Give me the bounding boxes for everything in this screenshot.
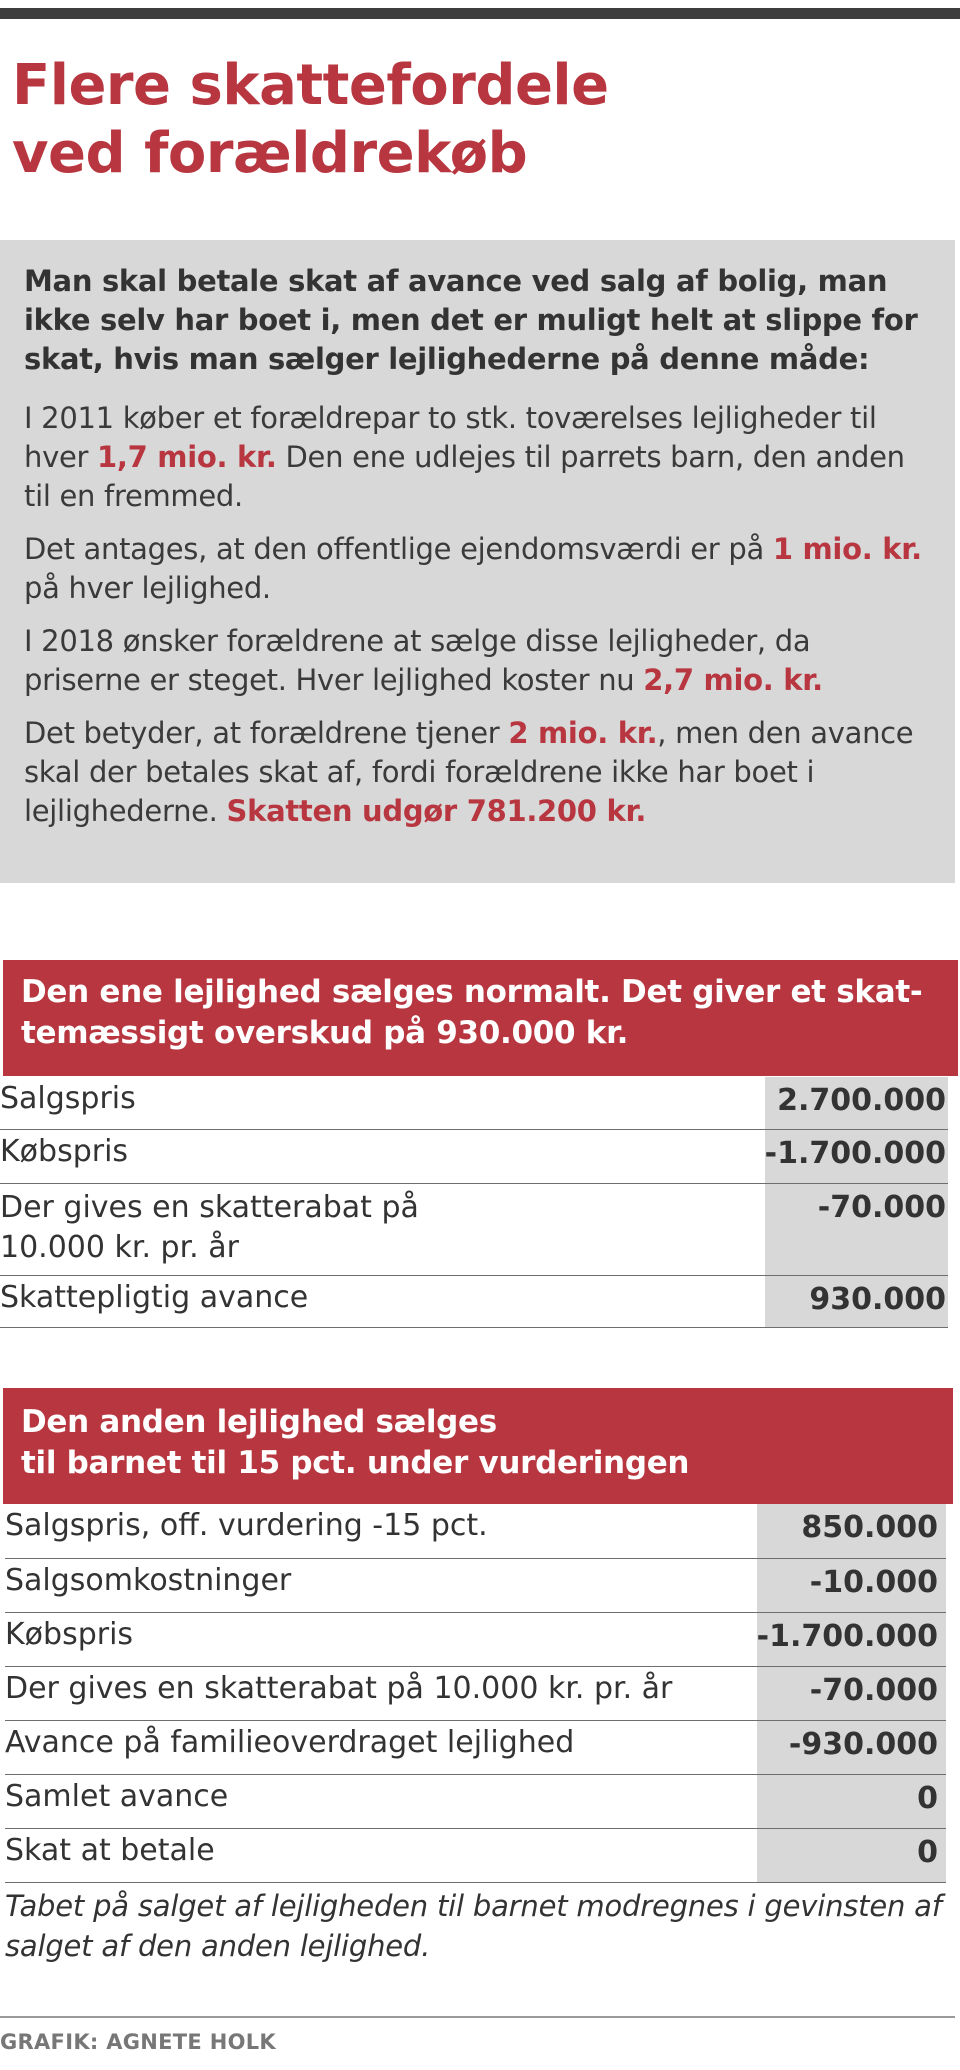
table-row: [5, 1558, 946, 1612]
top-rule: [0, 8, 960, 19]
table-row: [0, 1077, 948, 1129]
table-row: [5, 1504, 946, 1558]
intro-p4-text: Det betyder, at forældrene tjener: [24, 716, 509, 750]
row-label: Der gives en skatterabat på 10.000 kr. pr. år: [5, 1666, 757, 1720]
intro-p1-highlight: 1,7 mio. kr.: [97, 440, 277, 474]
table-row: [5, 1774, 946, 1828]
panel-1-heading-line-1: Den ene lejlighed sælges normalt. Det giver et skat-: [21, 974, 923, 1010]
row-label-line-1: Der gives en skatterabat på: [0, 1189, 419, 1225]
panel-1-heading-line-2: temæssigt overskud på 930.000 kr.: [21, 1015, 629, 1051]
row-value: 850.000: [757, 1504, 946, 1558]
title-line-2: ved forældrekøb: [12, 121, 528, 186]
row-label: Samlet avance: [5, 1774, 757, 1828]
row-label: Købspris: [0, 1129, 765, 1183]
intro-lead: Man skal betale skat af avance ved salg af bolig, man ikke selv har boet i, men det er muligt helt at slippe for skat, hvis man sælger lejlighederne på denne måde:: [24, 264, 918, 376]
row-value: -10.000: [757, 1558, 946, 1612]
row-label: [0, 1183, 765, 1275]
panel-1-heading: [3, 960, 958, 1076]
panel-2-heading-line-2: til barnet til 15 pct. under vurderingen: [21, 1445, 690, 1481]
row-label: Salgsomkostninger: [5, 1558, 757, 1612]
intro-box: [0, 240, 955, 883]
row-value: 2.700.000: [765, 1077, 948, 1129]
row-label-line-2: 10.000 kr. pr. år: [0, 1229, 239, 1265]
intro-paragraph-4: [24, 714, 931, 831]
intro-paragraph-3: [24, 622, 931, 700]
panel-2-heading: [3, 1388, 953, 1504]
row-label: Skattepligtig avance: [0, 1275, 765, 1327]
intro-p3-text: I 2018 ønsker forældrene at sælge disse lejligheder, da priserne er steget. Hver lejlighed koster nu: [24, 624, 811, 697]
table-row: [5, 1612, 946, 1666]
intro-p2-text-2: på hver lejlighed.: [24, 571, 271, 605]
row-label: Skat at betale: [5, 1828, 757, 1882]
row-value: -70.000: [757, 1666, 946, 1720]
table-row: [0, 1183, 948, 1275]
footer-divider: [0, 2016, 955, 2018]
panel-1-table: [0, 1077, 948, 1328]
table-row: [5, 1666, 946, 1720]
row-value: 930.000: [765, 1275, 948, 1327]
graphic-credit: GRAFIK: AGNETE HOLK: [0, 2030, 276, 2054]
intro-p4-tax-highlight: Skatten udgør 781.200 kr.: [226, 794, 647, 828]
table-row: [5, 1720, 946, 1774]
intro-p3-highlight: 2,7 mio. kr.: [643, 663, 823, 697]
row-label: Salgspris: [0, 1077, 765, 1129]
intro-p1-text-2: Den ene udlejes til parrets barn, den anden til en fremmed.: [24, 440, 905, 513]
intro-p4-text-2: , men den avance skal der betales skat af, fordi forældrene ikke har boet i lejlighederne.: [24, 716, 914, 828]
row-label: Købspris: [5, 1612, 757, 1666]
intro-paragraph-1: [24, 399, 931, 516]
table-row: [0, 1129, 948, 1183]
footnote: Tabet på salget af lejligheden til barnet modregnes i gevinsten af salget af den anden lejlighed.: [5, 1889, 942, 1963]
page-title: [12, 52, 912, 188]
row-value: -1.700.000: [765, 1129, 948, 1183]
title-line-1: Flere skattefordele: [12, 53, 609, 118]
row-value: -70.000: [765, 1183, 948, 1275]
table-row: [5, 1828, 946, 1882]
table-row: [0, 1275, 948, 1327]
row-label: Avance på familieoverdraget lejlighed: [5, 1720, 757, 1774]
row-value: -930.000: [757, 1720, 946, 1774]
intro-p2-text: Det antages, at den offentlige ejendomsværdi er på: [24, 532, 773, 566]
intro-paragraph-2: [24, 530, 931, 608]
row-value: -1.700.000: [757, 1612, 946, 1666]
intro-p4-highlight: 2 mio. kr.: [508, 716, 658, 750]
row-label: Salgspris, off. vurdering -15 pct.: [5, 1504, 757, 1558]
intro-p1-text: I 2011 køber et forældrepar to stk. toværelses lejligheder til hver: [24, 401, 877, 474]
panel-2-table: [5, 1504, 946, 1883]
row-value: 0: [757, 1774, 946, 1828]
row-value: 0: [757, 1828, 946, 1882]
panel-2-heading-line-1: Den anden lejlighed sælges: [21, 1404, 497, 1440]
intro-p2-highlight: 1 mio. kr.: [772, 532, 922, 566]
